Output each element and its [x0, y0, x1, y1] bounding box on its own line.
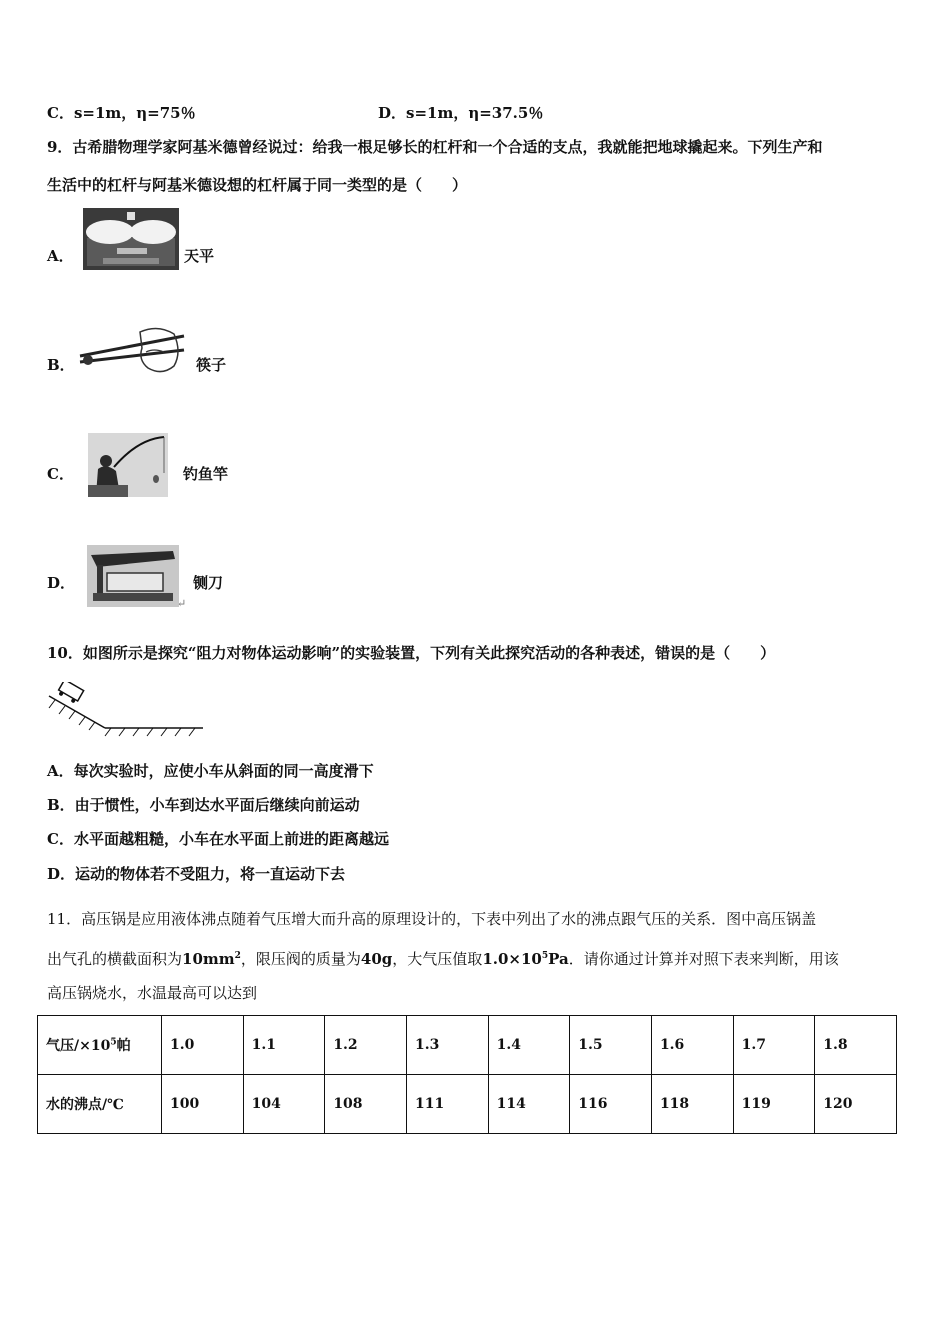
q10-option-a: A．每次实验时，应使小车从斜面的同一高度滑下: [47, 762, 374, 780]
q9-option-b-text: 筷子: [196, 356, 227, 374]
boiling-point-cell: 108: [325, 1075, 407, 1134]
pressure-cell: 1.2: [325, 1016, 407, 1075]
q9-option-a-text: 天平: [184, 247, 215, 265]
balance-scale-image: [83, 208, 179, 270]
pressure-header: 气压$/\times 10^5$帕: [38, 1016, 162, 1075]
pressure-cell: 1.1: [243, 1016, 325, 1075]
pressure-cell: 1.0: [162, 1016, 244, 1075]
q9-option-a-label: A．: [47, 247, 74, 265]
chopsticks-image: [78, 322, 188, 378]
q10-option-d: D．运动的物体若不受阻力，将一直运动下去: [47, 865, 346, 883]
boiling-point-table: [37, 1015, 897, 1134]
q11-stem-line1: 11．高压锅是应用液体沸点随着气压增大而升高的原理设计的，下表中列出了水的沸点跟气压的关系．图中高压锅盖: [47, 910, 817, 928]
q8-option-d: D．s=1m，η=37.5％: [378, 104, 544, 122]
q9-option-c-label: C．: [47, 465, 74, 483]
boiling-point-cell: 104: [243, 1075, 325, 1134]
boiling-point-cell: 120: [815, 1075, 897, 1134]
q9-option-b-label: B．: [47, 356, 75, 374]
boiling-point-cell: 111: [406, 1075, 488, 1134]
pressure-cell: 1.7: [733, 1016, 815, 1075]
boiling-point-cell: 114: [488, 1075, 570, 1134]
q9-stem-line1: 9．古希腊物理学家阿基米德曾经说过：给我一根足够长的杠杆和一个合适的支点，我就能把地球撬起来。下列生产和: [47, 138, 823, 156]
pressure-cell: 1.6: [651, 1016, 733, 1075]
pressure-cell: 1.8: [815, 1016, 897, 1075]
q8-option-c: C．s=1m，η=75％: [47, 104, 196, 122]
q10-option-c: C．水平面越粗糙，小车在水平面上前进的距离越远: [47, 830, 389, 848]
boiling-point-cell: 118: [651, 1075, 733, 1134]
guillotine-cutter-image: [87, 545, 179, 607]
incline-cart-diagram: [45, 682, 205, 740]
q10-option-b: B．由于惯性，小车到达水平面后继续向前运动: [47, 796, 360, 814]
pressure-cell: 1.4: [488, 1016, 570, 1075]
boiling-point-cell: 119: [733, 1075, 815, 1134]
table-row-pressure: [38, 1016, 897, 1075]
q11-stem-line3: 高压锅烧水，水温最高可以达到: [47, 984, 258, 1002]
table-row-boiling-point: [38, 1075, 897, 1134]
q9-stem-line2: 生活中的杠杆与阿基米德设想的杠杆属于同一类型的是（ ）: [47, 176, 468, 194]
boiling-point-cell: 116: [570, 1075, 652, 1134]
q9-option-c-text: 钓鱼竿: [183, 465, 229, 483]
q9-option-d-text: 铡刀: [193, 574, 224, 592]
boiling-point-cell: 100: [162, 1075, 244, 1134]
fishing-rod-image: [88, 433, 168, 497]
q11-stem-line2: 出气孔的横截面积为$10mm^2$，限压阀的质量为40g，大气压值取$1.0\times 10^5Pa$．请你通过计算并对照下表来判断，用该: [47, 950, 839, 968]
q9-option-d-label: D．: [47, 574, 76, 592]
q10-stem: 10．如图所示是探究“阻力对物体运动影响”的实验装置，下列有关此探究活动的各种表述，错误的是（ ）: [47, 644, 776, 662]
pressure-cell: 1.3: [406, 1016, 488, 1075]
pressure-cell: 1.5: [570, 1016, 652, 1075]
boiling-point-header: 水的沸点/℃: [38, 1075, 162, 1134]
